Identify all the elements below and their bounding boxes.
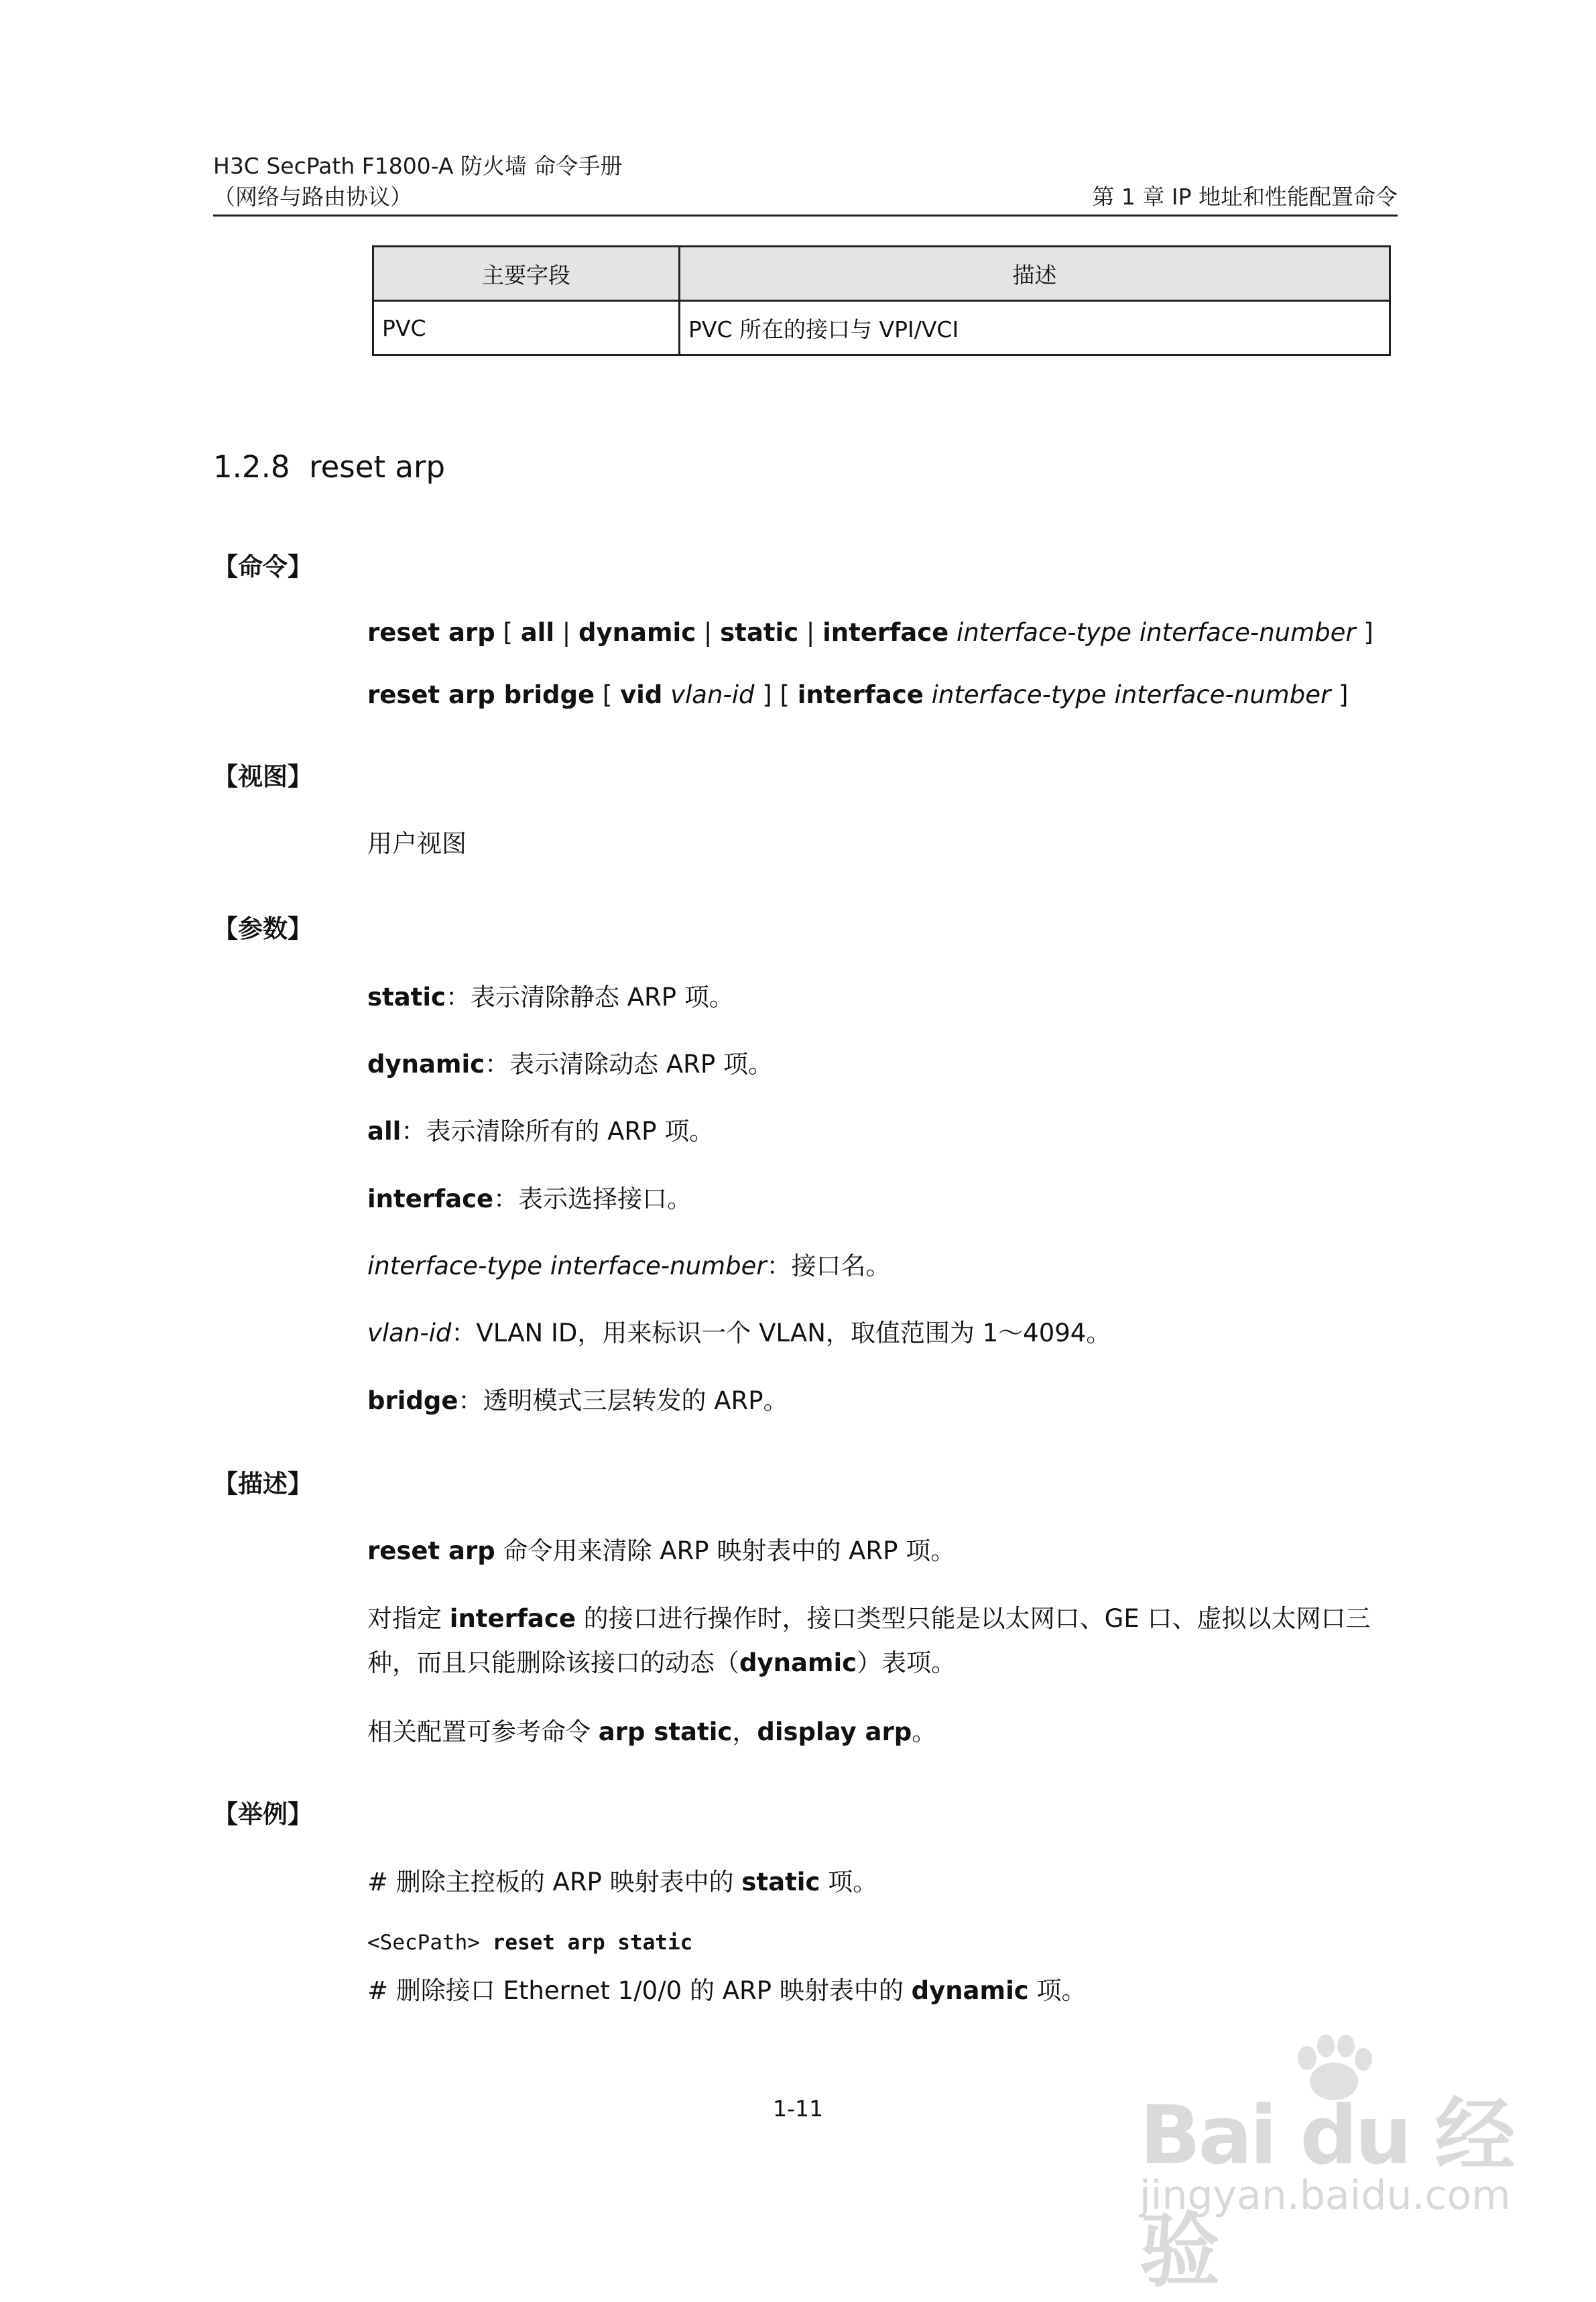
baidu-watermark	[1126, 2031, 1515, 2298]
label-example: 【举例】	[213, 1800, 312, 1829]
label-view: 【视图】	[213, 762, 312, 791]
param-key: interface-type interface-number	[367, 1252, 767, 1280]
desc-keyword: interface	[449, 1604, 576, 1633]
cmd-keyword: static	[720, 618, 799, 647]
param-key: all	[367, 1117, 402, 1146]
watermark-url: jingyan.baidu.com	[1140, 2172, 1511, 2219]
example-text: # 删除主控板的 ARP 映射表中的	[367, 1868, 742, 1896]
table-header-field: 主要字段	[373, 247, 680, 301]
desc-keyword: reset arp	[367, 1536, 495, 1565]
section-number: 1.2.8	[213, 449, 290, 485]
header-subtitle: （网络与路由协议）	[213, 184, 412, 210]
cmd-argument: vlan-id	[670, 680, 755, 709]
view-text: 用户视图	[367, 829, 467, 858]
desc-text: ，	[732, 1717, 757, 1746]
desc-keyword: display arp	[757, 1717, 912, 1746]
table-cell-desc: PVC 所在的接口与 VPI/VCI	[680, 301, 1390, 355]
fields-table	[372, 245, 1391, 356]
label-params: 【参数】	[213, 914, 312, 943]
cmd-text: |	[554, 618, 579, 647]
page-number: 1-11	[773, 2096, 823, 2122]
param-key: bridge	[367, 1386, 458, 1415]
desc-paragraph-1	[367, 1535, 955, 1567]
param-interface	[367, 1183, 692, 1215]
cmd-keyword: reset arp	[367, 618, 495, 647]
cmd-keyword: all	[520, 618, 555, 647]
table-header-row	[373, 247, 1390, 301]
param-interface-type	[367, 1250, 891, 1282]
cmd-argument: interface-type interface-number	[957, 618, 1356, 647]
cmd-keyword: reset arp bridge	[367, 680, 595, 709]
example-comment-1	[367, 1866, 877, 1898]
cmd-keyword: interface	[797, 680, 924, 709]
param-desc: ：透明模式三层转发的 ARP。	[458, 1386, 788, 1415]
label-command: 【命令】	[213, 552, 312, 581]
cmd-text: [	[595, 680, 621, 709]
param-vlan-id	[367, 1317, 1111, 1349]
example-text: 项。	[1028, 1976, 1087, 2005]
section-heading	[213, 449, 445, 485]
cmd-argument: interface-type interface-number	[931, 680, 1331, 709]
label-description: 【描述】	[213, 1469, 312, 1498]
watermark-logo: Bai du 经验	[1140, 2089, 1513, 2298]
cmd-text	[948, 618, 957, 647]
desc-paragraph-2	[367, 1597, 1396, 1685]
table-cell-field: PVC	[373, 301, 680, 355]
desc-text: 命令用来清除 ARP 映射表中的 ARP 项。	[495, 1536, 956, 1565]
desc-text: 相关配置可参考命令	[367, 1717, 599, 1746]
cmd-text: ] [	[754, 680, 798, 709]
cmd-keyword: dynamic	[578, 618, 696, 647]
section-title: reset arp	[309, 449, 446, 485]
desc-text: 。	[912, 1717, 937, 1746]
desc-paragraph-3	[367, 1716, 936, 1748]
cmd-text	[662, 680, 670, 709]
param-bridge	[367, 1385, 788, 1417]
param-all	[367, 1115, 714, 1148]
example-code	[367, 1927, 692, 1959]
example-comment-2	[367, 1975, 1086, 2007]
code-prompt: <SecPath>	[367, 1931, 480, 1955]
cmd-text: [	[495, 618, 521, 647]
desc-keyword: dynamic	[739, 1648, 857, 1677]
desc-text: 的接口进行操作时，接口类型只能是以太网口、GE 口、虚拟以太网口三种，而且只能删除该接口的动态（	[367, 1604, 1371, 1677]
header-rule	[213, 215, 1398, 217]
desc-keyword: arp static	[598, 1717, 733, 1746]
example-keyword: static	[741, 1868, 820, 1896]
example-keyword: dynamic	[911, 1976, 1029, 2005]
cmd-text	[924, 680, 932, 709]
param-desc: ：接口名。	[766, 1252, 891, 1280]
example-text: # 删除接口 Ethernet 1/0/0 的 ARP 映射表中的	[367, 1976, 912, 2005]
param-key: dynamic	[367, 1050, 485, 1079]
command-syntax-2	[367, 679, 1348, 711]
example-text: 项。	[820, 1868, 878, 1896]
desc-text: 对指定	[367, 1604, 450, 1633]
cmd-keyword: vid	[620, 680, 663, 709]
param-dynamic	[367, 1048, 773, 1081]
header-chapter: 第 1 章 IP 地址和性能配置命令	[1092, 184, 1398, 210]
param-desc: ：表示清除静态 ARP 项。	[445, 983, 734, 1012]
param-desc: ：表示清除所有的 ARP 项。	[401, 1117, 715, 1146]
cmd-text: ]	[1355, 618, 1373, 647]
cmd-text: |	[696, 618, 721, 647]
desc-text: ）表项。	[857, 1648, 957, 1677]
header-title: H3C SecPath F1800-A 防火墙 命令手册	[213, 153, 623, 179]
cmd-text: ]	[1331, 680, 1349, 709]
param-desc: ：表示选择接口。	[493, 1185, 692, 1213]
table-header-desc: 描述	[680, 247, 1390, 301]
param-key: static	[367, 983, 446, 1012]
command-syntax-1	[367, 617, 1373, 649]
param-key: interface	[367, 1185, 494, 1213]
table-row	[373, 301, 1390, 355]
param-key: vlan-id	[367, 1319, 452, 1347]
cmd-text: |	[798, 618, 823, 647]
param-desc: ：表示清除动态 ARP 项。	[485, 1050, 773, 1079]
param-desc: ：VLAN ID，用来标识一个 VLAN，取值范围为 1～4094。	[451, 1319, 1111, 1347]
cmd-keyword: interface	[822, 618, 949, 647]
param-static	[367, 981, 734, 1014]
code-command: reset arp static	[492, 1931, 693, 1955]
